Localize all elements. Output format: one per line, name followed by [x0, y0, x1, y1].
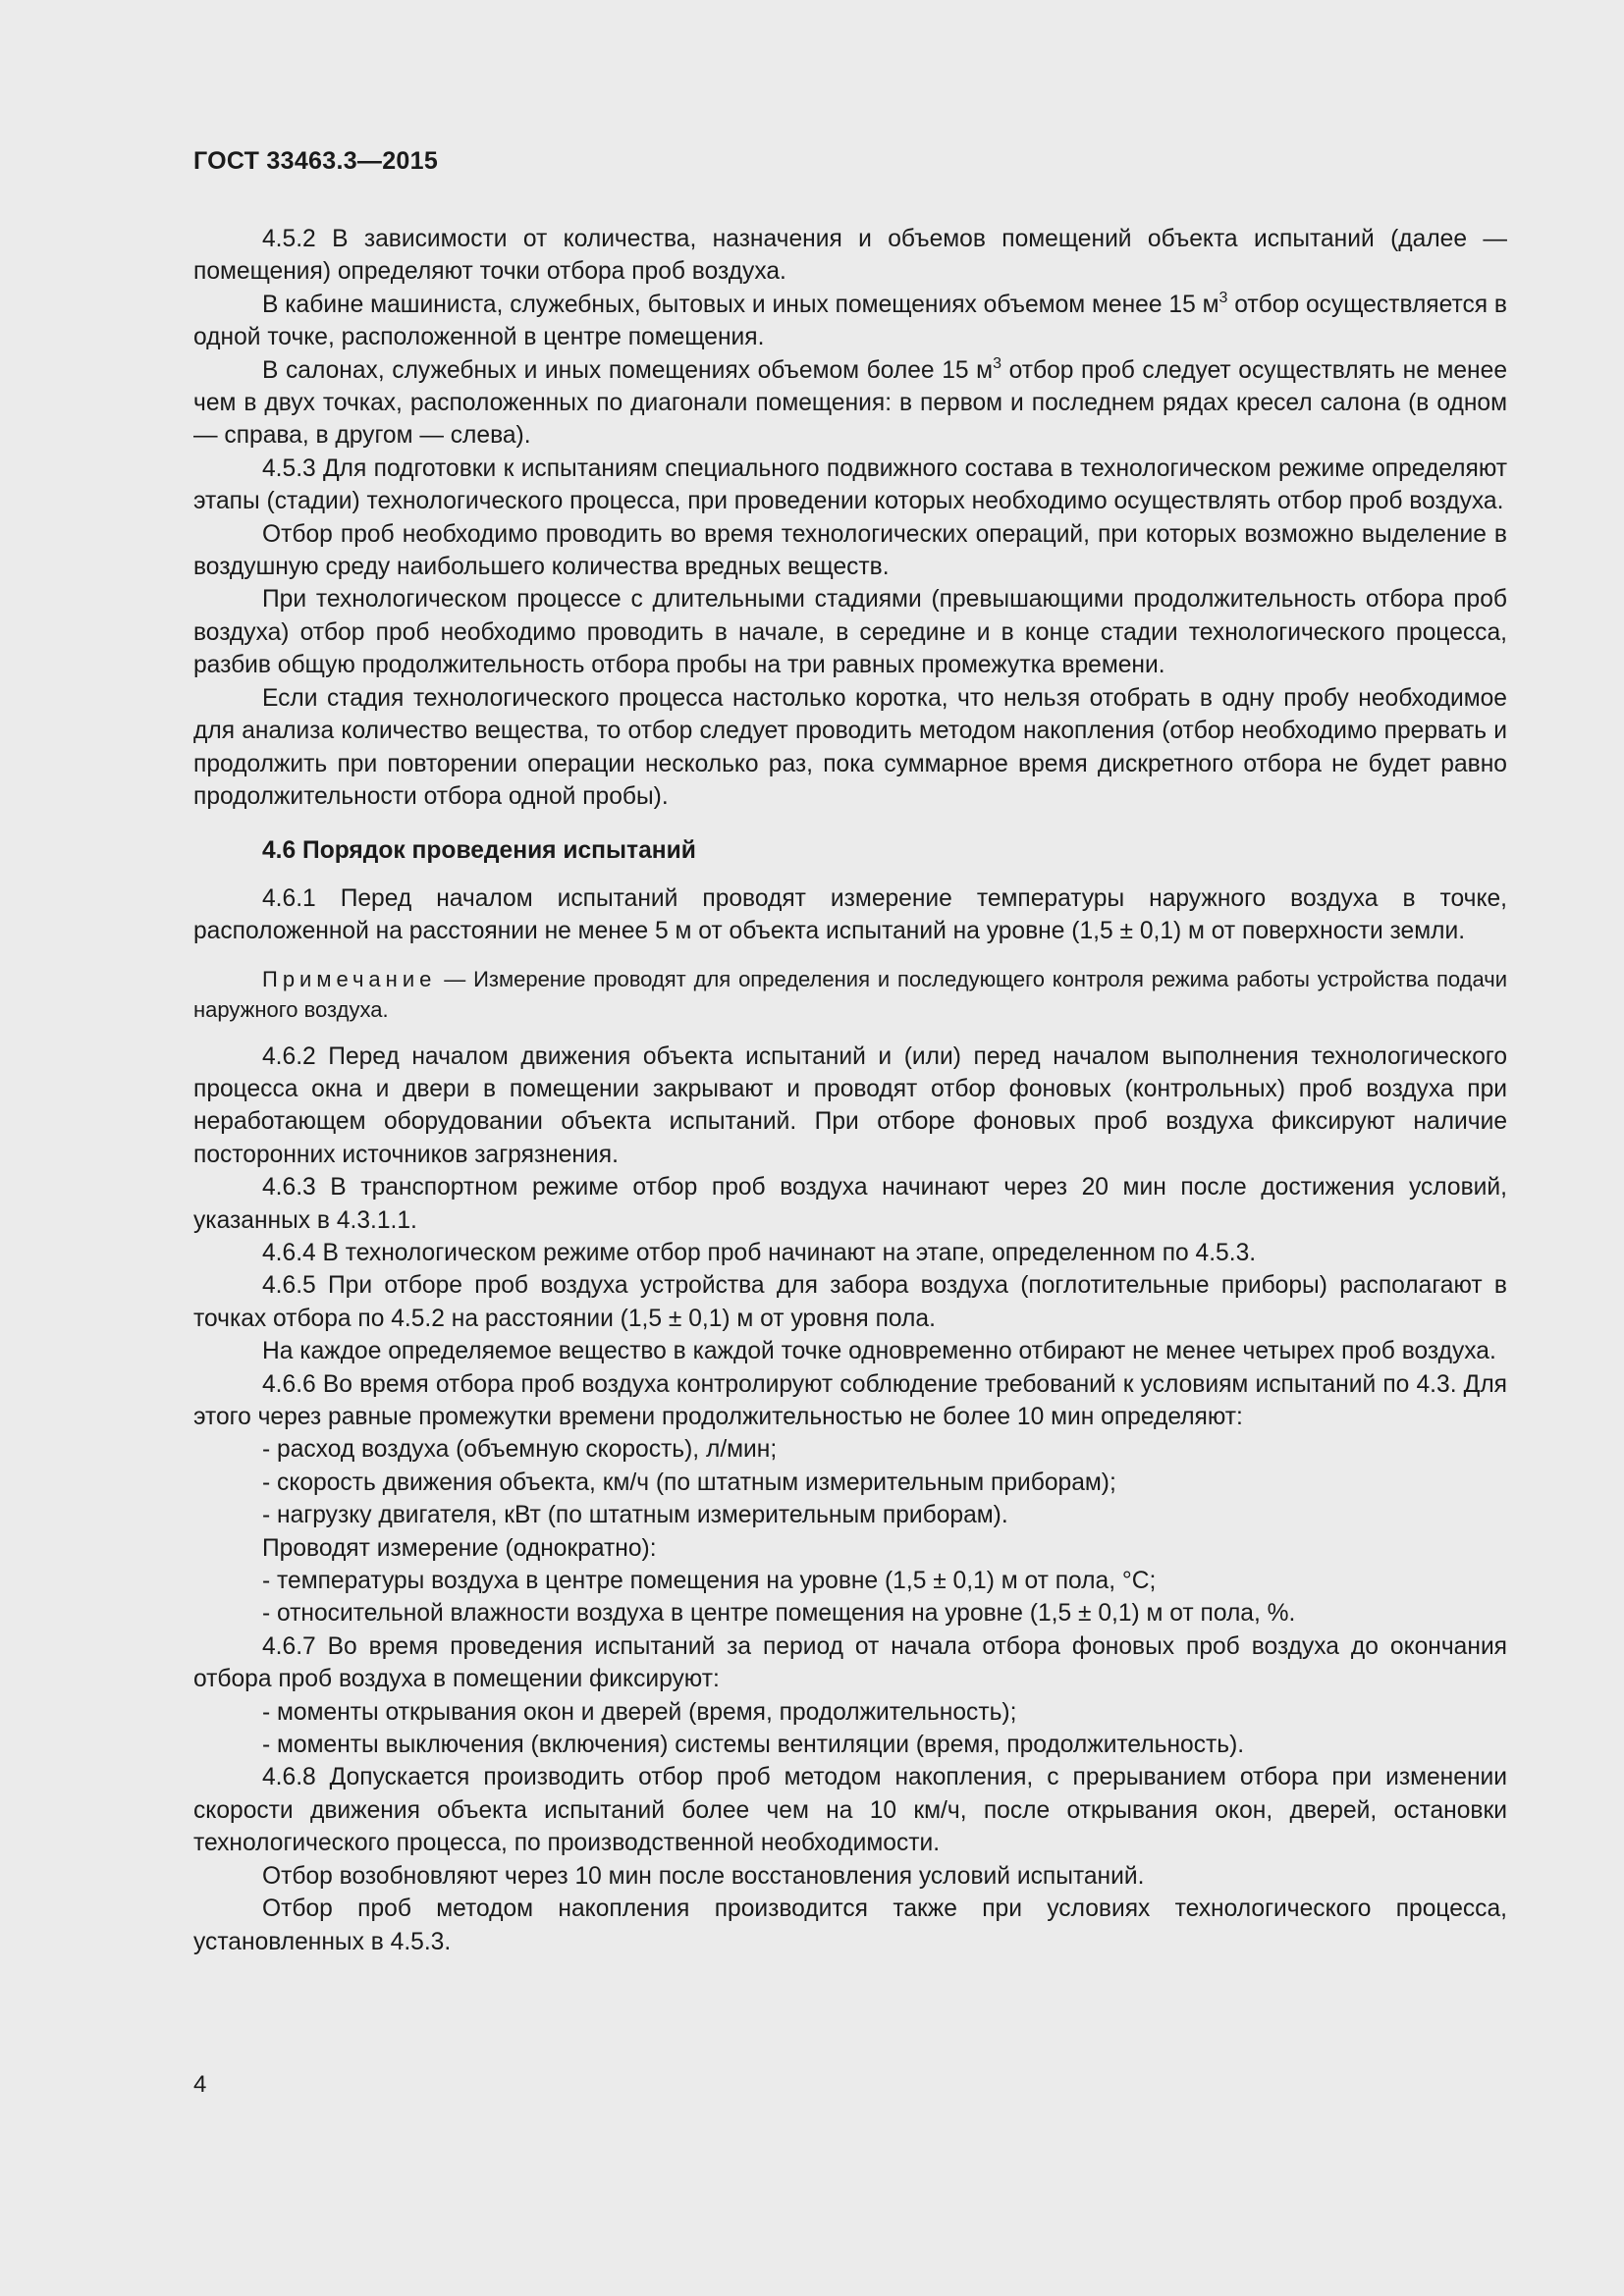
list-item: - нагрузку двигателя, кВт (по штатным измерительным приборам). — [262, 1502, 1008, 1529]
list-item: - температуры воздуха в центре помещения на уровне (1,5 ± 0,1) м от пола, °С; — [262, 1568, 1157, 1595]
text-run: В салонах, служебных и иных помещениях объемом более 15 м — [262, 356, 994, 384]
note-label: Примечание — [262, 966, 437, 991]
paragraph: 4.6.2 Перед началом движения объекта испытаний и (или) перед началом выполнения технологического процесса окна и двери в помещении закрывают и проводят отбор фоновых (контрольных) проб воздуха при неработающем оборудовании объекта испытаний. При отборе фоновых проб воздуха фиксируют наличие посторонних источников загрязнения. — [193, 1042, 1507, 1168]
paragraph: 4.6.5 При отборе проб воздуха устройства для забора воздуха (поглотительные приборы) располагают в точках отбора по 4.5.2 на расстоянии (1,5 ± 0,1) м от уровня пола. — [193, 1272, 1507, 1332]
paragraph: Отбор проб необходимо проводить во время технологических операций, при которых возможно выделение в воздушную среду наибольшего количества вредных веществ. — [193, 520, 1507, 581]
paragraph: 4.6.3 В транспортном режиме отбор проб воздуха начинают через 20 мин после достижения условий, указанных в 4.3.1.1. — [193, 1174, 1507, 1234]
paragraph: 4.6.8 Допускается производить отбор проб методом накопления, с прерыванием отбора при изменении скорости движения объекта испытаний более чем на 10 км/ч, после открывания окон, дверей, остановки технологического процесса, по производственной необходимости. — [193, 1764, 1507, 1857]
section-heading: 4.6 Порядок проведения испытаний — [262, 837, 696, 865]
note-text: — Измерение проводят для определения и последующего контроля режима работы устройства подачи наружного воздуха. — [193, 966, 1507, 1022]
text-run: В кабине машиниста, служебных, бытовых и иных помещениях объемом менее 15 м — [262, 291, 1219, 318]
list-item: - расход воздуха (объемную скорость), л/мин; — [262, 1436, 778, 1464]
superscript: 3 — [1218, 289, 1228, 306]
paragraph: При технологическом процессе с длительными стадиями (превышающими продолжительность отбора проб воздуха) отбор проб необходимо проводить в начале, в середине и в конце стадии технологического процесса, разбив общую продолжительность отбора пробы на три равных промежутка времени. — [193, 586, 1507, 679]
paragraph: 4.6.1 Перед началом испытаний проводят измерение температуры наружного воздуха в точке, расположенной на расстоянии не менее 5 м от объекта испытаний на уровне (1,5 ± 0,1) м от поверхности земли. — [193, 884, 1507, 945]
list-item: - моменты выключения (включения) системы вентиляции (время, продолжительность). — [262, 1732, 1245, 1759]
document-body — [193, 223, 1507, 1958]
note — [193, 964, 1507, 1025]
paragraph: Отбор проб методом накопления производится также при условиях технологического процесса, установленных в 4.5.3. — [193, 1896, 1507, 1955]
page-number: 4 — [193, 2071, 207, 2098]
document-header: ГОСТ 33463.3—2015 — [193, 147, 439, 175]
paragraph: Отбор возобновляют через 10 мин после восстановления условий испытаний. — [262, 1862, 1145, 1890]
paragraph: Проводят измерение (однократно): — [262, 1534, 657, 1562]
paragraph: Если стадия технологического процесса настолько коротка, что нельзя отобрать в одну пробу необходимое для анализа количество вещества, то отбор следует проводить методом накопления (отбор необходимо прервать и продолжить при повторении операции несколько раз, пока суммарное время дискретного отбора не будет равно продолжительности отбора одной пробы). — [193, 684, 1507, 810]
text-run: отбор проб следует осуществлять не менее чем в двух точках, расположенных по диагонали помещения: в первом и последнем рядах кресел салона (в одном — справа, в другом — слева). — [193, 356, 1507, 450]
paragraph: 4.5.3 Для подготовки к испытаниям специального подвижного состава в технологическом режиме определяют этапы (стадии) технологического процесса, при проведении которых необходимо осуществлять отбор проб воздуха. — [193, 454, 1507, 515]
paragraph: На каждое определяемое вещество в каждой точке одновременно отбирают не менее четырех проб воздуха. — [262, 1338, 1496, 1365]
list-item: - моменты открывания окон и дверей (время, продолжительность); — [262, 1698, 1017, 1726]
list-item: - относительной влажности воздуха в центре помещения на уровне (1,5 ± 0,1) м от пола, %. — [262, 1600, 1296, 1628]
text-run: отбор осуществляется в одной точке, расположенной в центре помещения. — [193, 291, 1507, 351]
superscript: 3 — [993, 354, 1001, 372]
paragraph: 4.6.4 В технологическом режиме отбор проб начинают на этапе, определенном по 4.5.3. — [262, 1239, 1257, 1266]
paragraph: 4.6.6 Во время отбора проб воздуха контролируют соблюдение требований к условиям испытаний по 4.3. Для этого через равные промежутки времени продолжительностью не более 10 мин определяют: — [193, 1370, 1507, 1430]
paragraph: 4.5.2 В зависимости от количества, назначения и объемов помещений объекта испытаний (далее — помещения) определяют точки отбора проб воздуха. — [193, 226, 1507, 286]
paragraph: 4.6.7 Во время проведения испытаний за период от начала отбора фоновых проб воздуха до окончания отбора проб воздуха в помещении фиксируют: — [193, 1632, 1507, 1693]
list-item: - скорость движения объекта, км/ч (по штатным измерительным приборам); — [262, 1468, 1116, 1496]
paragraph — [193, 354, 1507, 453]
paragraph — [193, 289, 1507, 354]
